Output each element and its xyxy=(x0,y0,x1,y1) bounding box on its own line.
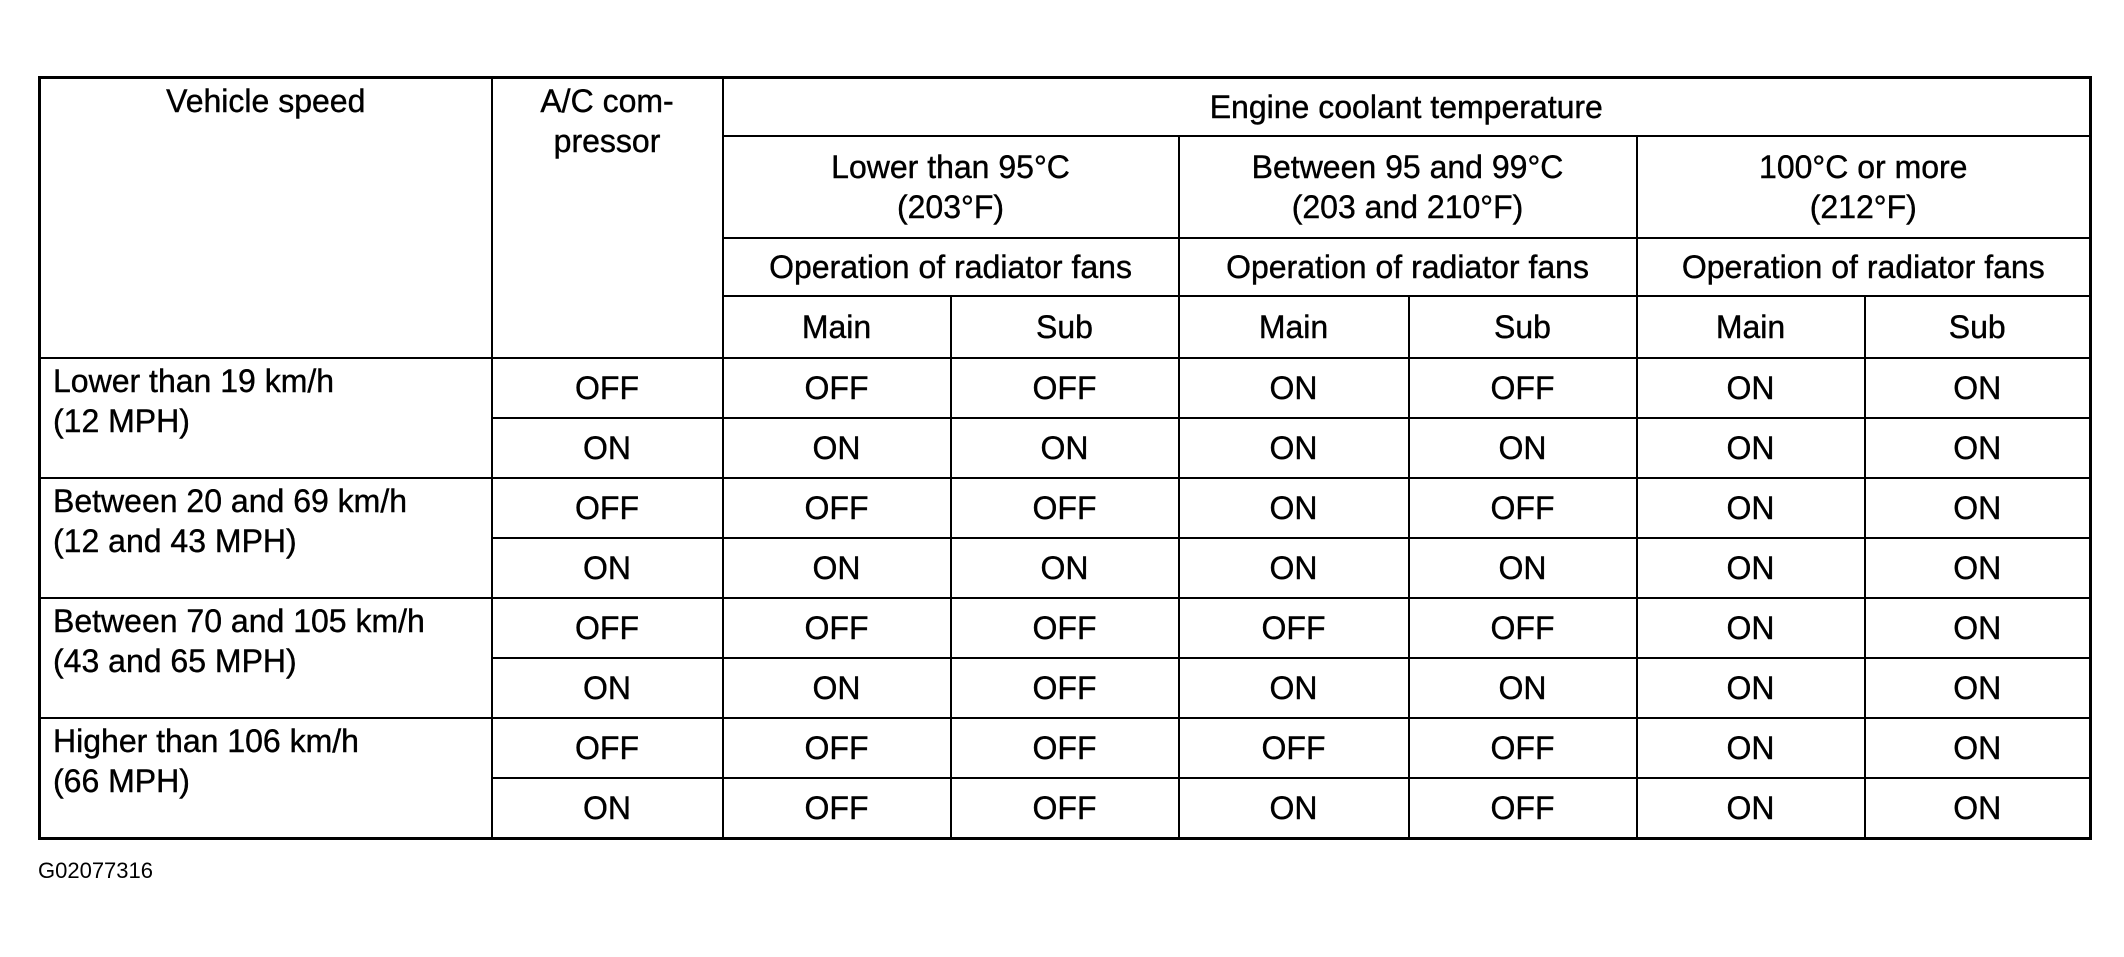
sub-fan-cell: OFF xyxy=(1409,598,1637,658)
sub-fan-cell: OFF xyxy=(951,778,1179,839)
main-fan-cell: OFF xyxy=(723,778,951,839)
fan-operation-header: Operation of radiator fans xyxy=(1637,238,2091,296)
main-fan-header: Main xyxy=(1637,296,1865,358)
fan-operation-header: Operation of radiator fans xyxy=(1179,238,1637,296)
main-fan-cell: ON xyxy=(1637,778,1865,839)
main-fan-cell: OFF xyxy=(1179,598,1409,658)
main-fan-cell: ON xyxy=(1637,478,1865,538)
ac-compressor-cell: OFF xyxy=(492,598,723,658)
main-fan-cell: ON xyxy=(1637,658,1865,718)
main-fan-cell: ON xyxy=(723,418,951,478)
sub-fan-cell: ON xyxy=(1865,538,2091,598)
table-row xyxy=(40,358,2091,418)
table-row xyxy=(40,718,2091,778)
temp-range-header: Lower than 95°C (203°F) xyxy=(723,136,1179,238)
ac-compressor-cell: ON xyxy=(492,778,723,839)
sub-fan-cell: ON xyxy=(1865,718,2091,778)
sub-fan-cell: ON xyxy=(1865,778,2091,839)
sub-fan-cell: OFF xyxy=(1409,358,1637,418)
table-row xyxy=(40,478,2091,538)
fan-operation-header: Operation of radiator fans xyxy=(723,238,1179,296)
vehicle-speed-cell: Between 70 and 105 km/h (43 and 65 MPH) xyxy=(40,598,492,718)
main-fan-cell: OFF xyxy=(723,718,951,778)
sub-fan-cell: ON xyxy=(951,418,1179,478)
sub-fan-cell: ON xyxy=(1865,598,2091,658)
sub-fan-header: Sub xyxy=(1865,296,2091,358)
sub-fan-cell: ON xyxy=(1865,478,2091,538)
sub-fan-cell: ON xyxy=(1409,658,1637,718)
sub-fan-cell: OFF xyxy=(1409,718,1637,778)
main-fan-cell: OFF xyxy=(723,598,951,658)
vehicle-speed-cell: Higher than 106 km/h (66 MPH) xyxy=(40,718,492,839)
main-fan-cell: OFF xyxy=(1179,718,1409,778)
sub-fan-header: Sub xyxy=(951,296,1179,358)
main-fan-cell: ON xyxy=(1179,418,1409,478)
ac-compressor-cell: OFF xyxy=(492,358,723,418)
ac-compressor-cell: OFF xyxy=(492,718,723,778)
sub-fan-cell: OFF xyxy=(1409,478,1637,538)
sub-fan-cell: OFF xyxy=(951,478,1179,538)
sub-fan-cell: ON xyxy=(1865,358,2091,418)
sub-fan-cell: ON xyxy=(1865,658,2091,718)
main-fan-cell: ON xyxy=(1179,538,1409,598)
main-fan-cell: ON xyxy=(1179,358,1409,418)
main-fan-header: Main xyxy=(723,296,951,358)
main-fan-cell: ON xyxy=(1179,658,1409,718)
main-fan-cell: ON xyxy=(1637,418,1865,478)
vehicle-speed-header: Vehicle speed xyxy=(40,78,492,359)
ac-compressor-cell: OFF xyxy=(492,478,723,538)
table-row xyxy=(40,598,2091,658)
main-fan-cell: OFF xyxy=(723,358,951,418)
temp-range-header: 100°C or more (212°F) xyxy=(1637,136,2091,238)
main-fan-cell: ON xyxy=(1637,598,1865,658)
main-fan-cell: OFF xyxy=(723,478,951,538)
main-fan-cell: ON xyxy=(1637,358,1865,418)
temp-range-header: Between 95 and 99°C (203 and 210°F) xyxy=(1179,136,1637,238)
ac-compressor-cell: ON xyxy=(492,658,723,718)
ac-compressor-header: A/C com- pressor xyxy=(492,78,723,359)
ac-compressor-cell: ON xyxy=(492,418,723,478)
figure-id-label: G02077316 xyxy=(38,858,153,883)
coolant-temperature-header: Engine coolant temperature xyxy=(723,78,2091,137)
sub-fan-cell: OFF xyxy=(1409,778,1637,839)
main-fan-cell: ON xyxy=(723,538,951,598)
vehicle-speed-cell: Lower than 19 km/h (12 MPH) xyxy=(40,358,492,478)
sub-fan-cell: OFF xyxy=(951,358,1179,418)
vehicle-speed-cell: Between 20 and 69 km/h (12 and 43 MPH) xyxy=(40,478,492,598)
sub-fan-cell: ON xyxy=(1865,418,2091,478)
main-fan-cell: ON xyxy=(1637,538,1865,598)
sub-fan-cell: OFF xyxy=(951,658,1179,718)
main-fan-cell: ON xyxy=(1179,478,1409,538)
sub-fan-header: Sub xyxy=(1409,296,1637,358)
sub-fan-cell: ON xyxy=(1409,418,1637,478)
main-fan-cell: ON xyxy=(723,658,951,718)
main-fan-header: Main xyxy=(1179,296,1409,358)
main-fan-cell: ON xyxy=(1637,718,1865,778)
sub-fan-cell: OFF xyxy=(951,718,1179,778)
radiator-fan-operation-table xyxy=(38,76,2092,840)
sub-fan-cell: ON xyxy=(1409,538,1637,598)
sub-fan-cell: ON xyxy=(951,538,1179,598)
main-fan-cell: ON xyxy=(1179,778,1409,839)
ac-compressor-cell: ON xyxy=(492,538,723,598)
sub-fan-cell: OFF xyxy=(951,598,1179,658)
